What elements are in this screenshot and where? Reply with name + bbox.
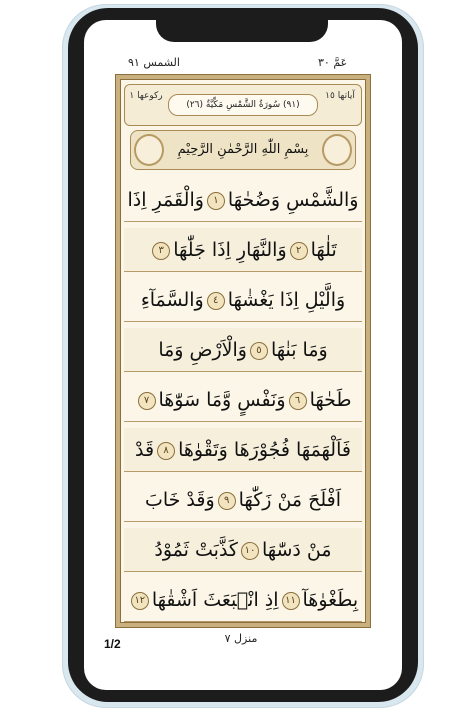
ayat-count: آياتها ١٥: [325, 91, 355, 101]
ayah-number-marker: ٩: [218, 492, 236, 510]
verse-text: وَالسَّمَآءِ: [140, 289, 204, 311]
phone-notch: [156, 12, 328, 42]
ayah-number-marker: ٢: [290, 242, 308, 260]
ayah-number-marker: ٦: [289, 392, 307, 410]
verse-text: فَاَلْهَمَهَا فُجُوْرَهَا وَتَقْوٰهَا: [178, 439, 351, 461]
ayah-number-marker: ١٢: [131, 592, 149, 610]
juz-name-top: عَمَّ ٣٠: [318, 56, 348, 69]
verse-line: [124, 378, 362, 422]
verse-line: [124, 228, 362, 272]
surah-title: (٩١) سُورَةُ الشَّمْسِ مَكِّيَّةٌ (٢٦): [168, 94, 318, 116]
ayah-number-marker: ٥: [250, 342, 268, 360]
verse-line: [124, 578, 362, 622]
verse-line: [124, 278, 362, 322]
page-indicator: 1/2: [104, 637, 121, 651]
ayah-number-marker: ١: [207, 192, 225, 210]
ayah-number-marker: ١١: [282, 592, 300, 610]
verse-line: [124, 328, 362, 372]
bismillah-text: بِسْمِ اللّٰهِ الرَّحْمٰنِ الرَّحِيْمِ: [177, 142, 309, 157]
verse-text: وَالْاَرْضِ وَمَا: [158, 339, 247, 361]
verse-text: كَذَّبَتْ ثَمُوْدُ: [154, 539, 238, 561]
surah-name-top: الشمس ٩١: [128, 56, 180, 69]
verse-text: طَحٰهَا: [309, 389, 352, 411]
ayah-number-marker: ٤: [207, 292, 225, 310]
verse-line: [124, 178, 362, 222]
verse-text: وَنَفْسٍ وَّمَا سَوّٰهَا: [158, 389, 286, 411]
verse-text: قَدْ: [135, 439, 155, 461]
ayah-number-marker: ٨: [157, 442, 175, 460]
verse-text: اِذِ انْۢبَعَثَ اَشْقٰهَا: [151, 589, 279, 611]
verse-line: [124, 428, 362, 472]
ayah-number-marker: ٣: [152, 242, 170, 260]
ruku-count: ركوعها ١: [129, 91, 163, 101]
verse-text: اَفْلَحَ مَنْ زَكّٰهَا: [238, 489, 342, 511]
verse-text: بِطَغْوٰهَآ: [302, 589, 359, 611]
verse-text: وَالْقَمَرِ اِذَا: [127, 189, 204, 211]
verse-text: وَالنَّهَارِ اِذَا جَلّٰهَا: [173, 239, 287, 261]
verse-text: وَالشَّمْسِ وَضُحٰهَا: [227, 189, 359, 211]
ornament-right-icon: [322, 134, 352, 166]
ayah-number-marker: ٧: [138, 392, 156, 410]
verse-text: تَلٰهَا: [310, 239, 337, 261]
ayah-number-marker: ١٠: [241, 542, 259, 560]
manzil-label: منزل ٧: [224, 632, 258, 645]
verse-text: وَقَدْ خَابَ: [144, 489, 215, 511]
verse-text: وَمَا بَنٰهَا: [270, 339, 328, 361]
verse-line: [124, 478, 362, 522]
verse-text: وَالَّيْلِ اِذَا يَغْشٰهَا: [227, 289, 346, 311]
verse-line: [124, 528, 362, 572]
verse-text: مَنْ دَسّٰهَا: [261, 539, 332, 561]
